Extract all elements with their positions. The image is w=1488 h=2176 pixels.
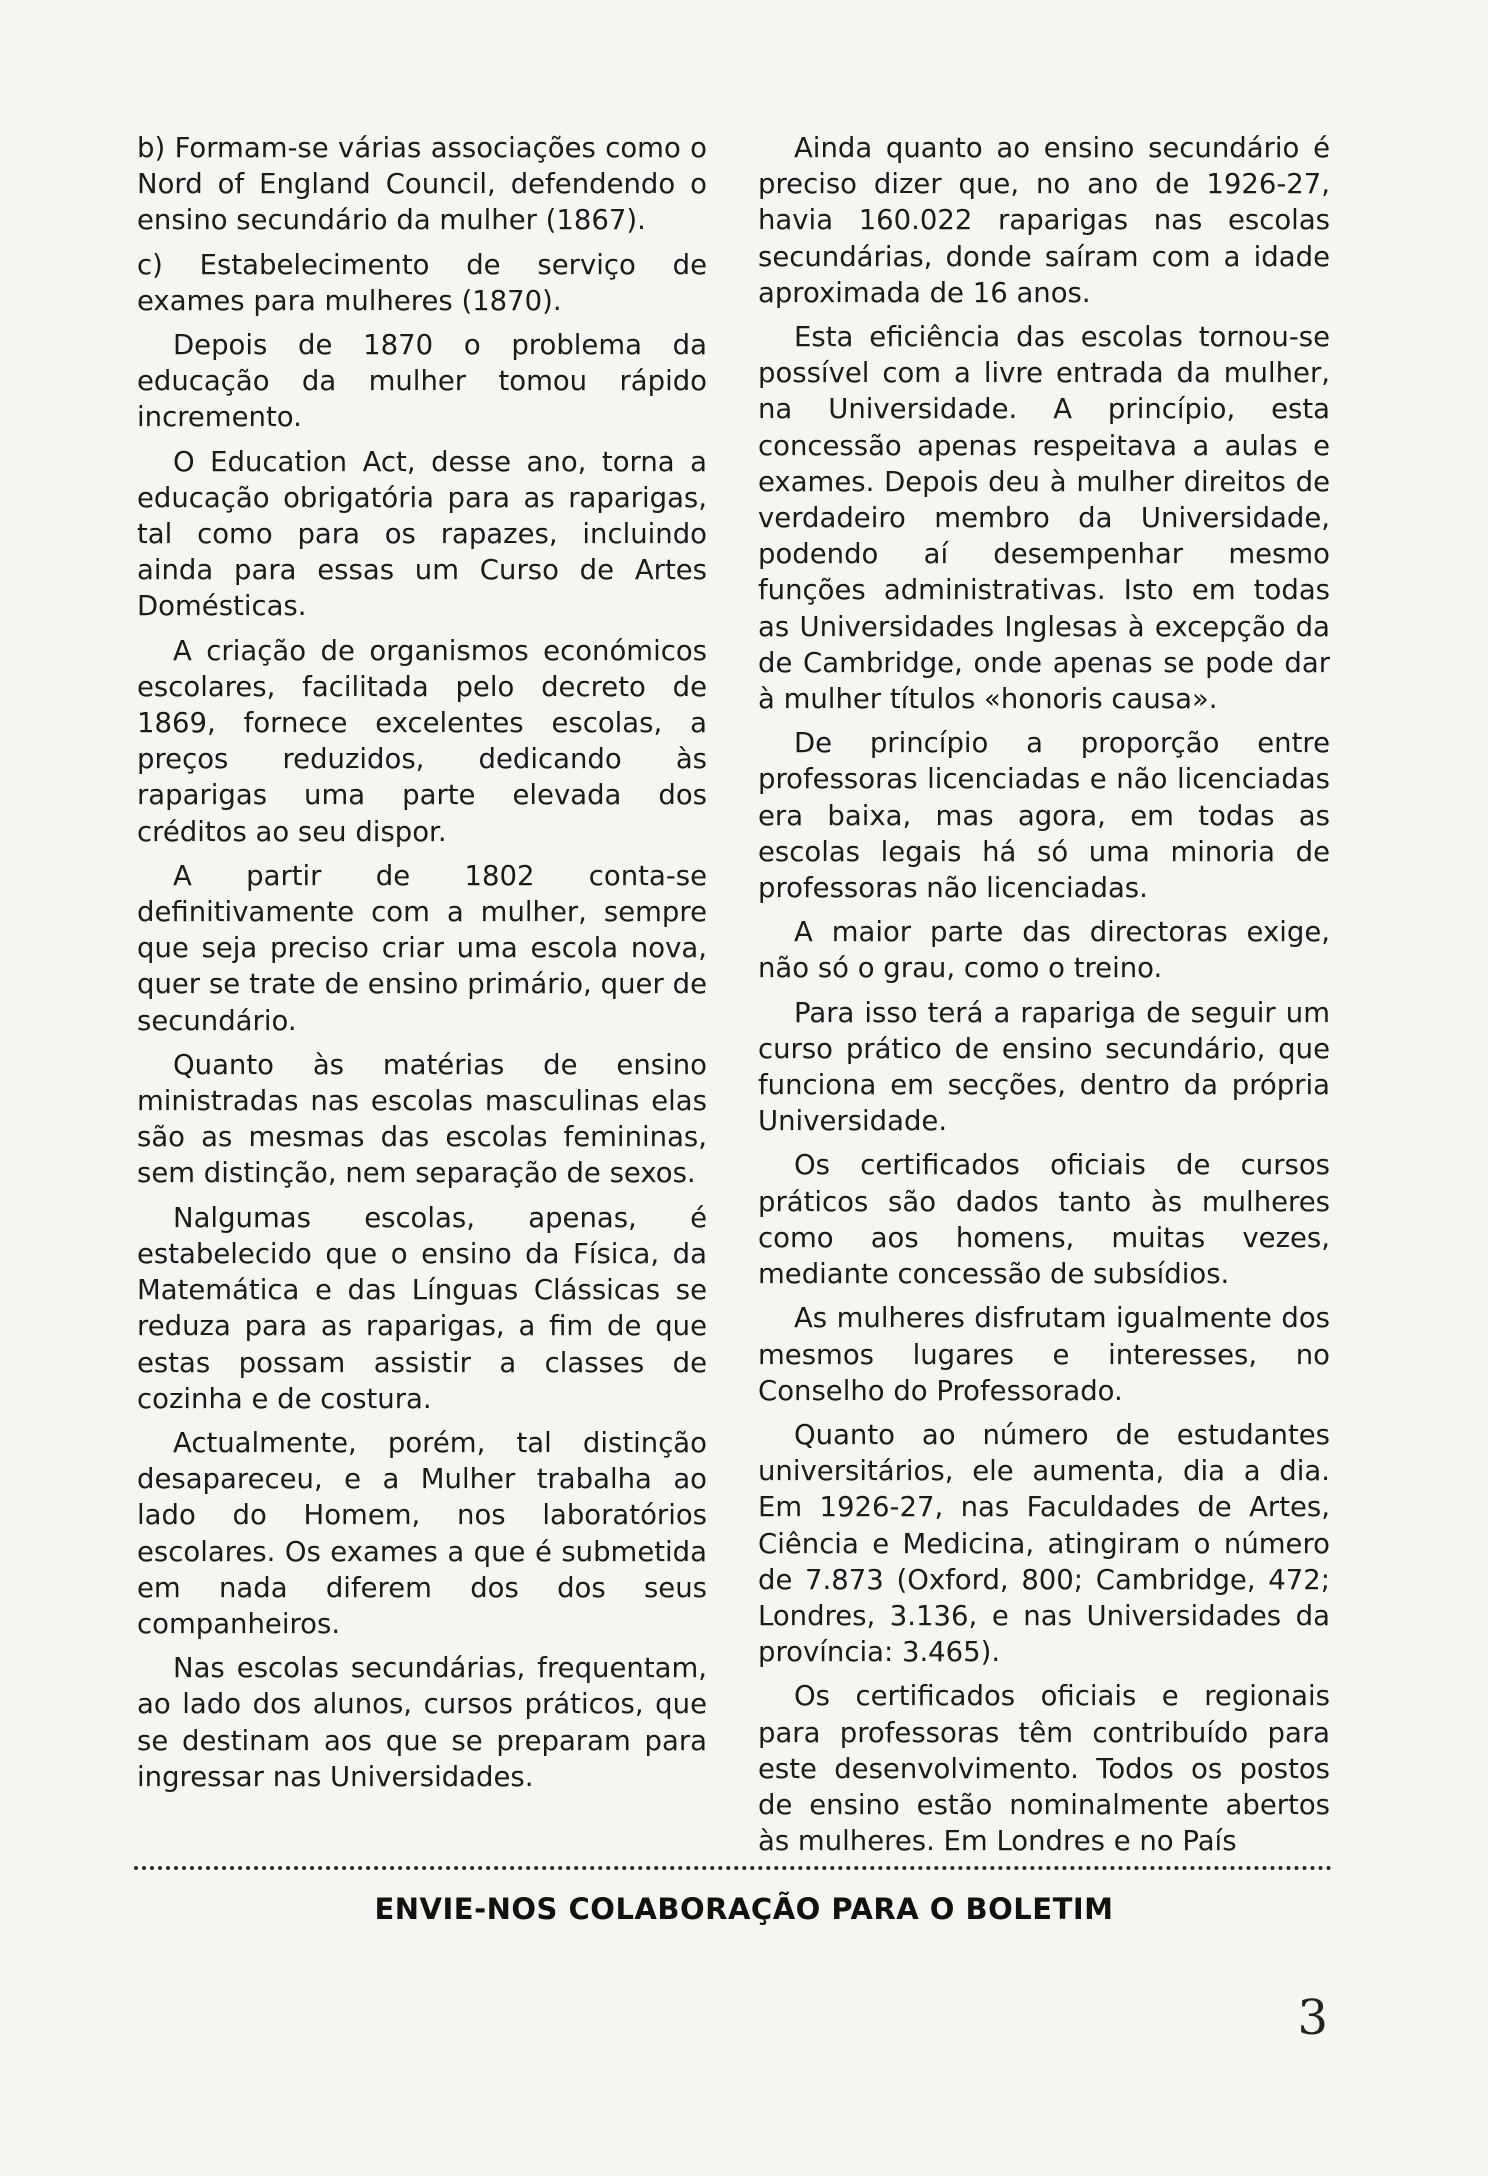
left-text-column xyxy=(137,130,707,1803)
paragraph: De princípio a proporção entre professoras licenciadas e não licenciadas era baixa, mas agora, em todas as escolas legais há só uma minoria de professoras não licenciadas. xyxy=(758,727,1330,905)
paragraph: A criação de organismos económicos escolares, facilitada pelo decreto de 1869, fornece excelentes escolas, a preços reduzidos, dedicando às raparigas uma parte elevada dos créditos ao seu dispor. xyxy=(137,634,707,848)
paragraph: Nalgumas escolas, apenas, é estabelecido que o ensino da Física, da Matemática e das Línguas Clássicas se reduza para as raparigas, a fim de que estas possam assistir a classes de cozinha e de costura. xyxy=(137,1201,707,1415)
paragraph: b) Formam-se várias associações como o Nord of England Council, defendendo o ensino secundário da mulher (1867). xyxy=(137,132,707,237)
dotted-divider xyxy=(134,1866,1332,1870)
footer-banner: ENVIE-NOS COLABORAÇÃO PARA O BOLETIM xyxy=(374,1892,1114,1926)
page-number: 3 xyxy=(1297,1990,1328,2046)
paragraph: A maior parte das directoras exige, não só o grau, como o treino. xyxy=(758,916,1330,985)
paragraph: Actualmente, porém, tal distinção desapareceu, e a Mulher trabalha ao lado do Homem, nos laboratórios escolares. Os exames a que é submetida em nada diferem dos dos seus companheiros. xyxy=(137,1426,707,1640)
paragraph: As mulheres disfrutam igualmente dos mesmos lugares e interesses, no Conselho do Professorado. xyxy=(758,1302,1330,1407)
paragraph: c) Estabelecimento de serviço de exames para mulheres (1870). xyxy=(137,248,707,317)
paragraph: Depois de 1870 o problema da educação da mulher tomou rápido incremento. xyxy=(137,329,707,434)
paragraph: Os certificados oficiais de cursos práticos são dados tanto às mulheres como aos homens, muitas vezes, mediante concessão de subsídios. xyxy=(758,1149,1330,1291)
paragraph: Para isso terá a rapariga de seguir um curso prático de ensino secundário, que funciona em secções, dentro da própria Universidade. xyxy=(758,996,1330,1138)
paragraph: Os certificados oficiais e regionais para professoras têm contribuído para este desenvolvimento. Todos os postos de ensino estão nominalmente abertos às mulheres. Em Londres e no País xyxy=(758,1680,1330,1858)
paragraph: Ainda quanto ao ensino secundário é preciso dizer que, no ano de 1926-27, havia 160.022 raparigas nas escolas secundárias, donde saíram com a idade aproximada de 16 anos. xyxy=(758,132,1330,309)
paragraph: Quanto às matérias de ensino ministradas nas escolas masculinas elas são as mesmas das escolas femininas, sem distinção, nem separação de sexos. xyxy=(137,1048,707,1190)
paragraph: O Education Act, desse ano, torna a educação obrigatória para as raparigas, tal como para os rapazes, incluindo ainda para essas um Curso de Artes Domésticas. xyxy=(137,445,707,623)
right-text-column xyxy=(758,130,1330,1867)
paragraph: Nas escolas secundárias, frequentam, ao lado dos alunos, cursos práticos, que se destinam aos que se preparam para ingressar nas Universidades. xyxy=(137,1652,707,1793)
paragraph: Esta eficiência das escolas tornou-se possível com a livre entrada da mulher, na Universidade. A princípio, esta concessão apenas respeitava a aulas e exames. Depois deu à mulher direitos de verdadeiro membro da Universidade, podendo aí desempenhar mesmo funções administrativas. Isto em todas as Universidades Inglesas à excepção da de Cambridge, onde apenas se pode dar à mulher títulos «honoris causa». xyxy=(758,321,1330,716)
paragraph: A partir de 1802 conta-se definitivamente com a mulher, sempre que seja preciso criar uma escola nova, quer se trate de ensino primário, quer de secundário. xyxy=(137,859,707,1037)
paragraph: Quanto ao número de estudantes universitários, ele aumenta, dia a dia. Em 1926-27, nas Faculdades de Artes, Ciência e Medicina, atingiram o número de 7.873 (Oxford, 800; Cambridge, 472; Londres, 3.136, e nas Universidades da província: 3.465). xyxy=(758,1418,1330,1669)
